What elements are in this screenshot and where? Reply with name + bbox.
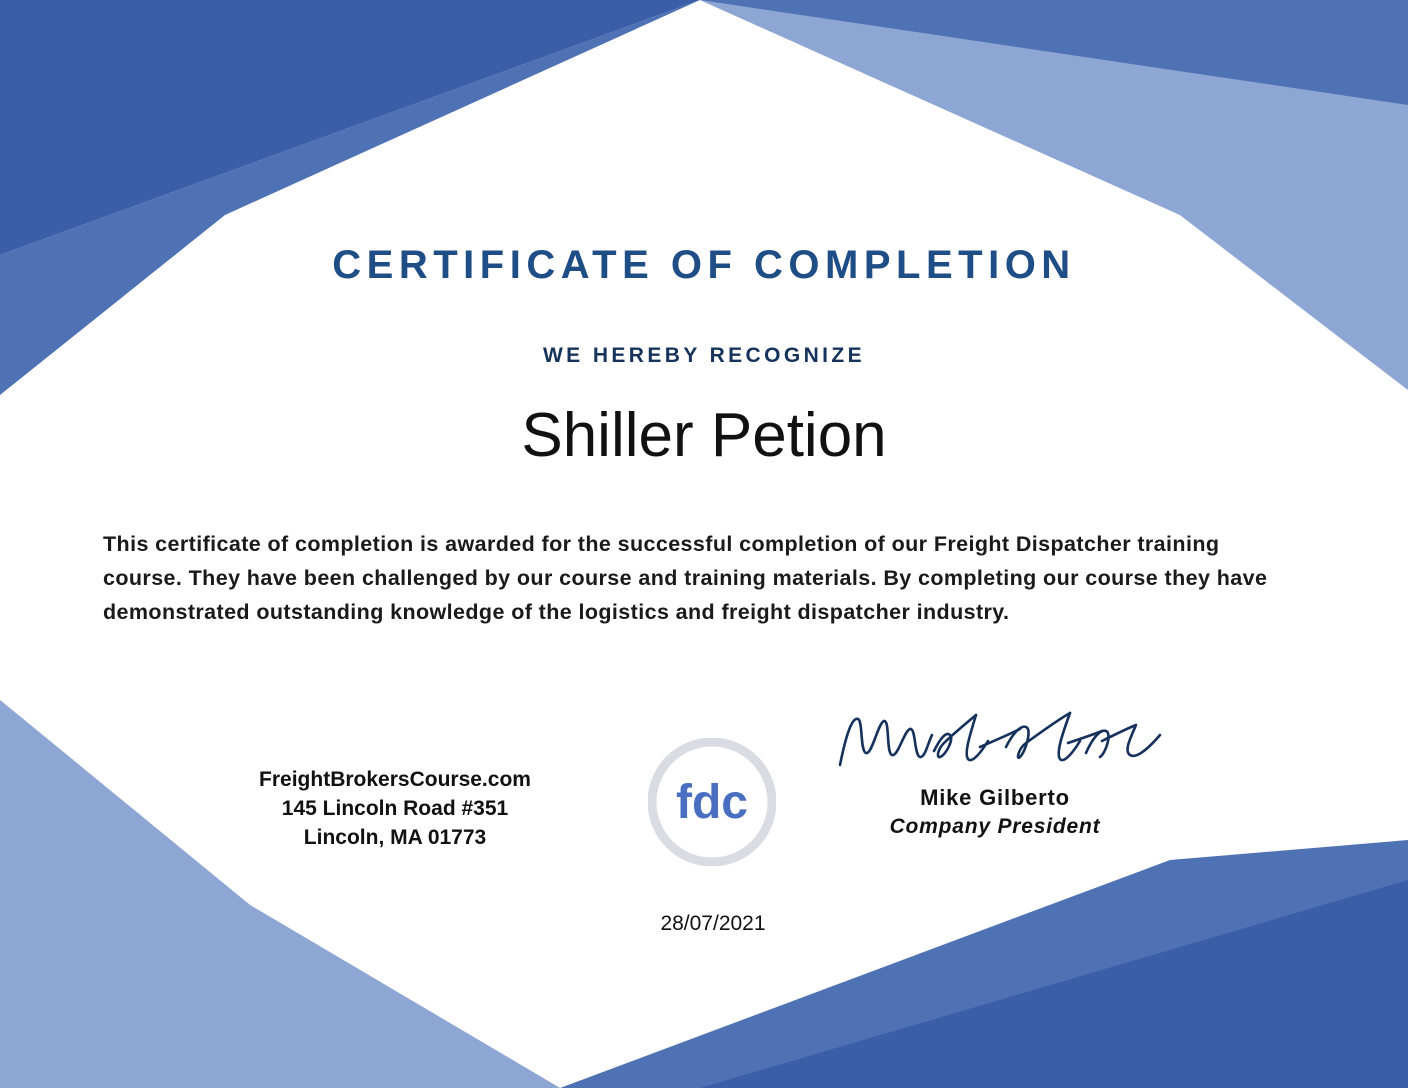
organization-address-line2: Lincoln, MA 01773 xyxy=(303,826,487,849)
fdc-logo-icon xyxy=(648,738,776,866)
recipient-name: Shiller Petion xyxy=(521,401,887,470)
fdc-logo xyxy=(648,738,776,866)
svg-text:fdc: fdc xyxy=(676,776,748,829)
handwritten-signature-icon xyxy=(830,695,1170,785)
signer-title: Company President xyxy=(889,815,1101,838)
certificate-body-text: This certificate of completion is awarded for the successful completion of our Freight Dispatcher training course. They have been challenged by our course and training materials. By completing our course they have demonstrated outstanding knowledge of the logistics and freight dispatcher industry. xyxy=(103,532,1268,624)
organization-block xyxy=(140,765,650,852)
page-title: CERTIFICATE OF COMPLETION xyxy=(332,243,1076,287)
certificate-subtitle: WE HEREBY RECOGNIZE xyxy=(542,344,866,367)
issue-date: 28/07/2021 xyxy=(660,912,766,935)
signer-name: Mike Gilberto xyxy=(920,785,1070,810)
organization-address-line1: 145 Lincoln Road #351 xyxy=(281,797,509,820)
signature-image xyxy=(830,695,1170,785)
organization-website: FreightBrokersCourse.com xyxy=(259,768,531,791)
